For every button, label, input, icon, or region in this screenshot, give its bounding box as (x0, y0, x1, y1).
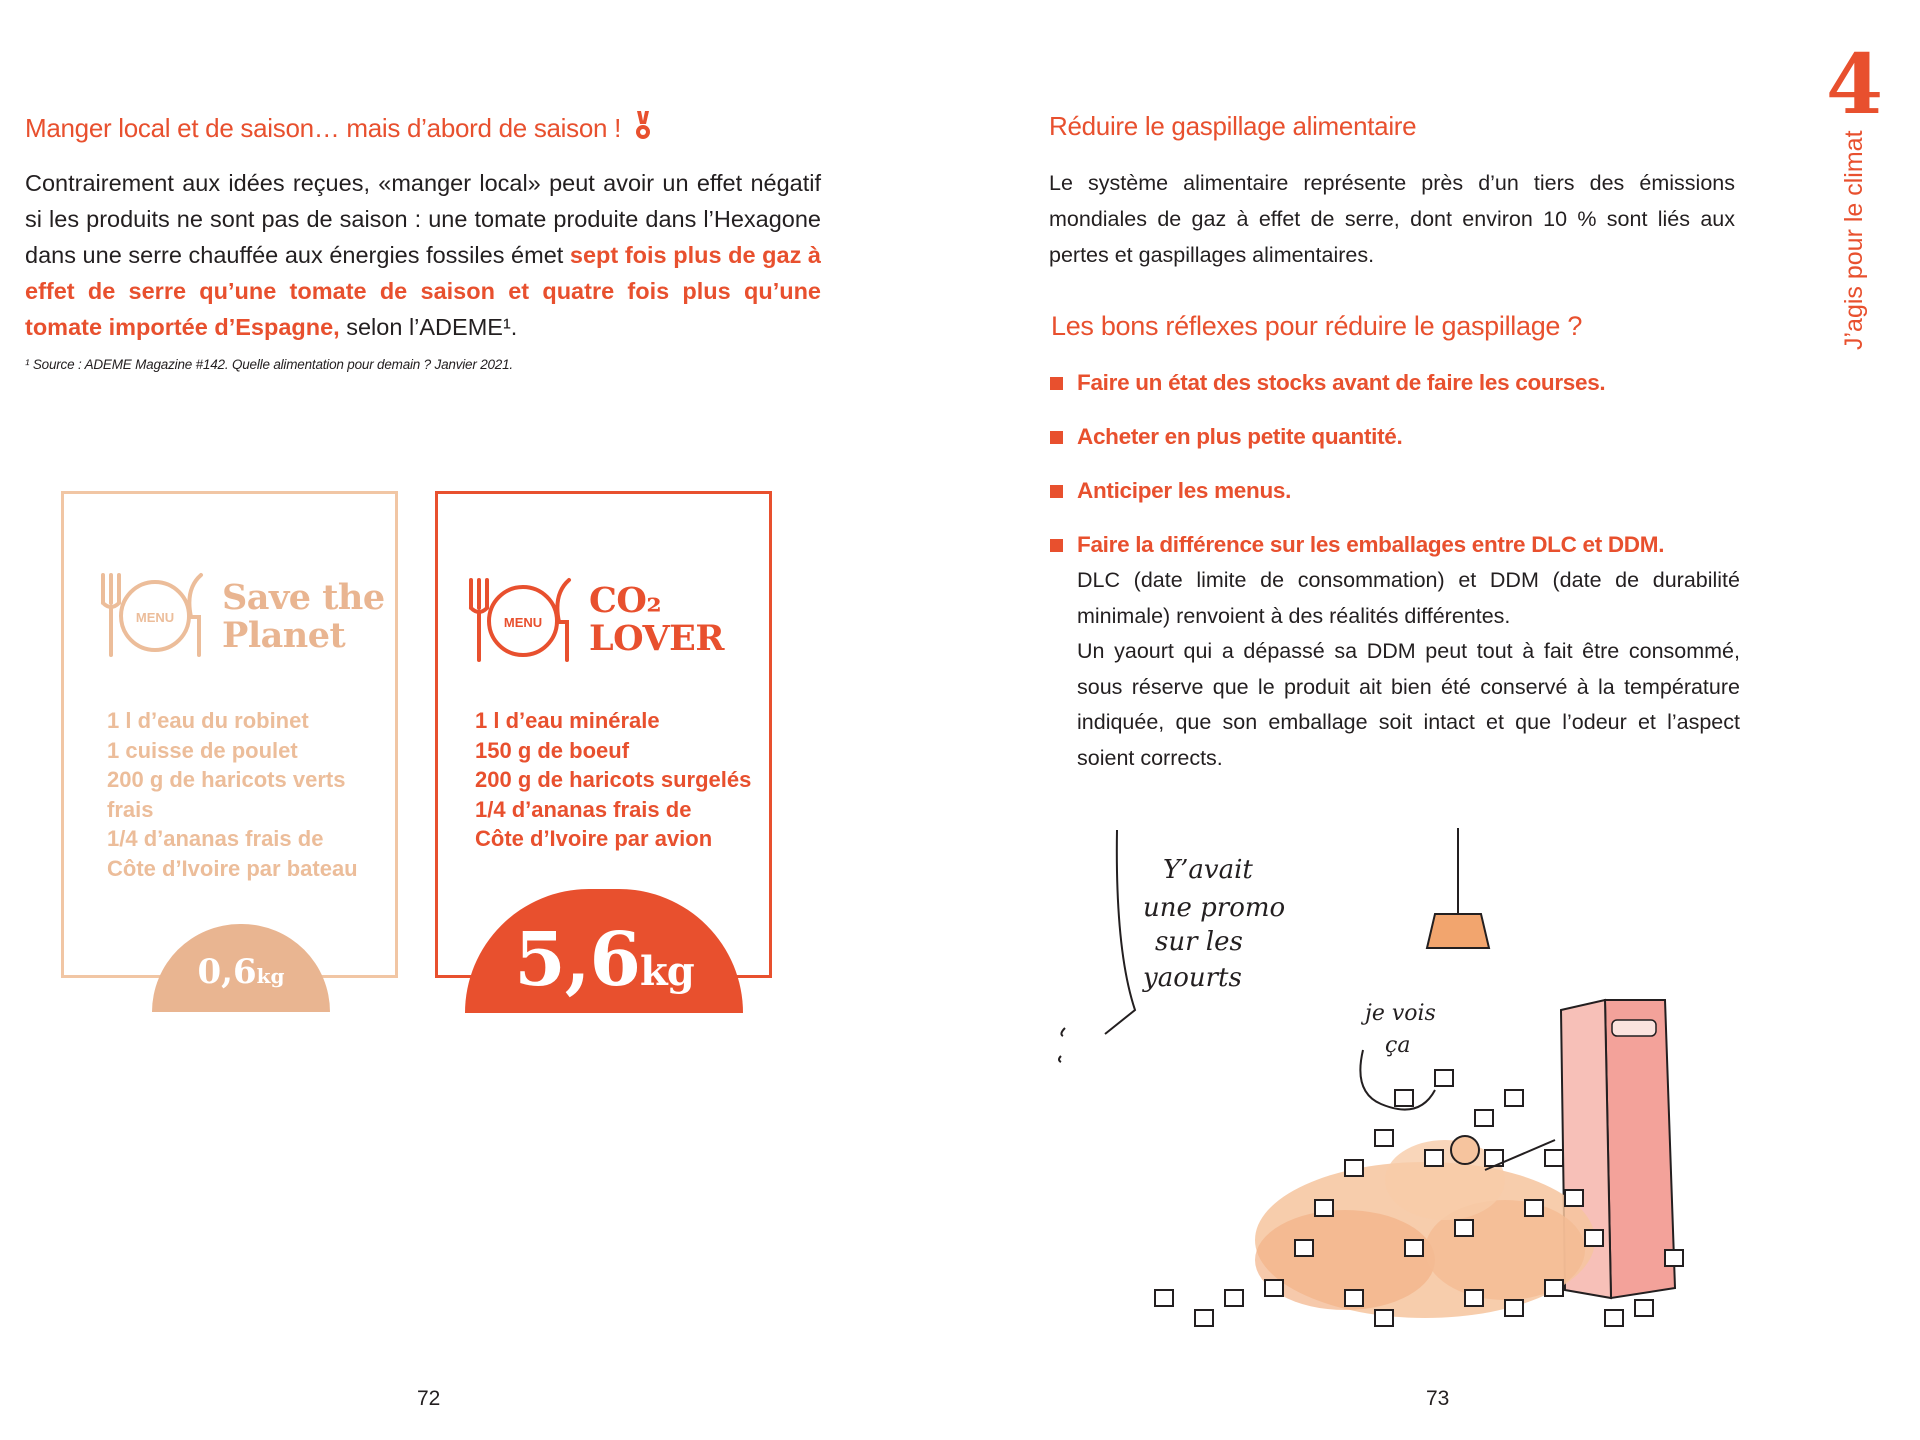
list-item: 1 cuisse de poulet (107, 737, 298, 763)
list-item: 200 g de haricots surgelés (475, 767, 752, 792)
speech-bubble-text: yaourts (1143, 963, 1242, 993)
list-item: Côte d’Ivoire par avion (475, 826, 713, 851)
chapter-title: J’agis pour le climat (1840, 130, 1868, 350)
card-title: Save the Planet (222, 577, 385, 656)
tip-detail: DLC (date limite de consommation) et DDM (date de durabilité minimale) renvoient à des réalités différentes. Un yaourt qui a dépassé sa DDM peut tout à fait être consommé, sous réserve que le produit ait bien été conservé à la température indiquée, que son emballage soit intact et que l’odeur et l’aspect soient corrects. (1077, 568, 1740, 770)
co2-value-badge: 5,6kg (465, 889, 743, 1013)
page-number-left: 72 (417, 1387, 441, 1410)
list-item: 1/4 d’ananas frais de (475, 796, 692, 822)
svg-text:MENU: MENU (135, 610, 175, 625)
yogurt-illustration (1045, 820, 1765, 1345)
chapter-number: 4 (1826, 37, 1884, 133)
list-item: Anticiper les menus. (1050, 473, 1740, 509)
highlighted-statement: sept fois plus de gaz à effet de serre qu’une tomate de saison et quatre fois plus qu’une tomate importée d’Espagne, (25, 242, 821, 340)
card-title: CO₂ LOVER (589, 580, 724, 659)
speech-bubble-text: ça (1385, 1033, 1411, 1058)
bullet-square-icon (1050, 377, 1063, 390)
footnote: ¹ Source : ADEME Magazine #142. Quelle alimentation pour demain ? Janvier 2021. (25, 357, 513, 372)
waste-paragraph: Le système alimentaire représente près d’un tiers des émissions mondiales de gaz à effet de serre, dont environ 10 % sont liés aux pertes et gaspillages alimentaires. (1049, 171, 1735, 267)
bullet-square-icon (1050, 431, 1063, 444)
list-item: Acheter en plus petite quantité. (1050, 419, 1740, 455)
list-item: 1/4 d’ananas frais de (107, 826, 324, 851)
menu-items-list (475, 706, 751, 854)
tips-subheading: Les bons réflexes pour réduire le gaspillage ? (1051, 311, 1583, 341)
intro-paragraph: Contrairement aux idées reçues, «manger local» peut avoir un effet négatif si les produits ne sont pas de saison : une tomate produite dans l’Hexagone dans une serre chauffée aux énergies fossiles émet sept fois plus de gaz à effet de serre qu’une tomate de saison et quatre fois plus qu’une tomate importée d’Espagne, selon l’ADEME¹. (25, 170, 821, 340)
page-number-right: 73 (1426, 1387, 1450, 1410)
list-item: Faire un état des stocks avant de faire les courses. (1050, 365, 1740, 401)
co2-value-badge: 0,6kg (152, 924, 330, 1012)
speech-bubble-text: je vois (1365, 1001, 1436, 1026)
menu-plate-icon (99, 569, 209, 664)
section-heading-waste: Réduire le gaspillage alimentaire (1049, 111, 1417, 141)
menu-items-list (107, 706, 395, 883)
bullet-square-icon (1050, 485, 1063, 498)
list-item: Faire la différence sur les emballages entre DLC et DDM. (1050, 527, 1740, 563)
bullet-square-icon (1050, 539, 1063, 552)
list-item: Côte d’Ivoire par bateau (107, 855, 358, 881)
section-heading-local-season: Manger local et de saison… mais d’abord de saison ! (25, 111, 652, 148)
svg-text:MENU: MENU (503, 615, 543, 630)
list-item: 1 l d’eau du robinet (107, 708, 309, 733)
menu-plate-icon (467, 574, 577, 669)
list-item: 150 g de boeuf (475, 737, 630, 763)
medal-icon (634, 111, 652, 148)
list-item: 1 l d’eau minérale (475, 708, 660, 733)
tips-list (1050, 365, 1740, 776)
list-item: 200 g de haricots verts frais (107, 767, 346, 822)
speech-bubble-text: sur les (1155, 927, 1243, 957)
speech-bubble-text: une promo (1143, 893, 1286, 923)
menu-card-save-the-planet (61, 491, 398, 978)
speech-bubble-text: Y’avait (1163, 855, 1253, 885)
